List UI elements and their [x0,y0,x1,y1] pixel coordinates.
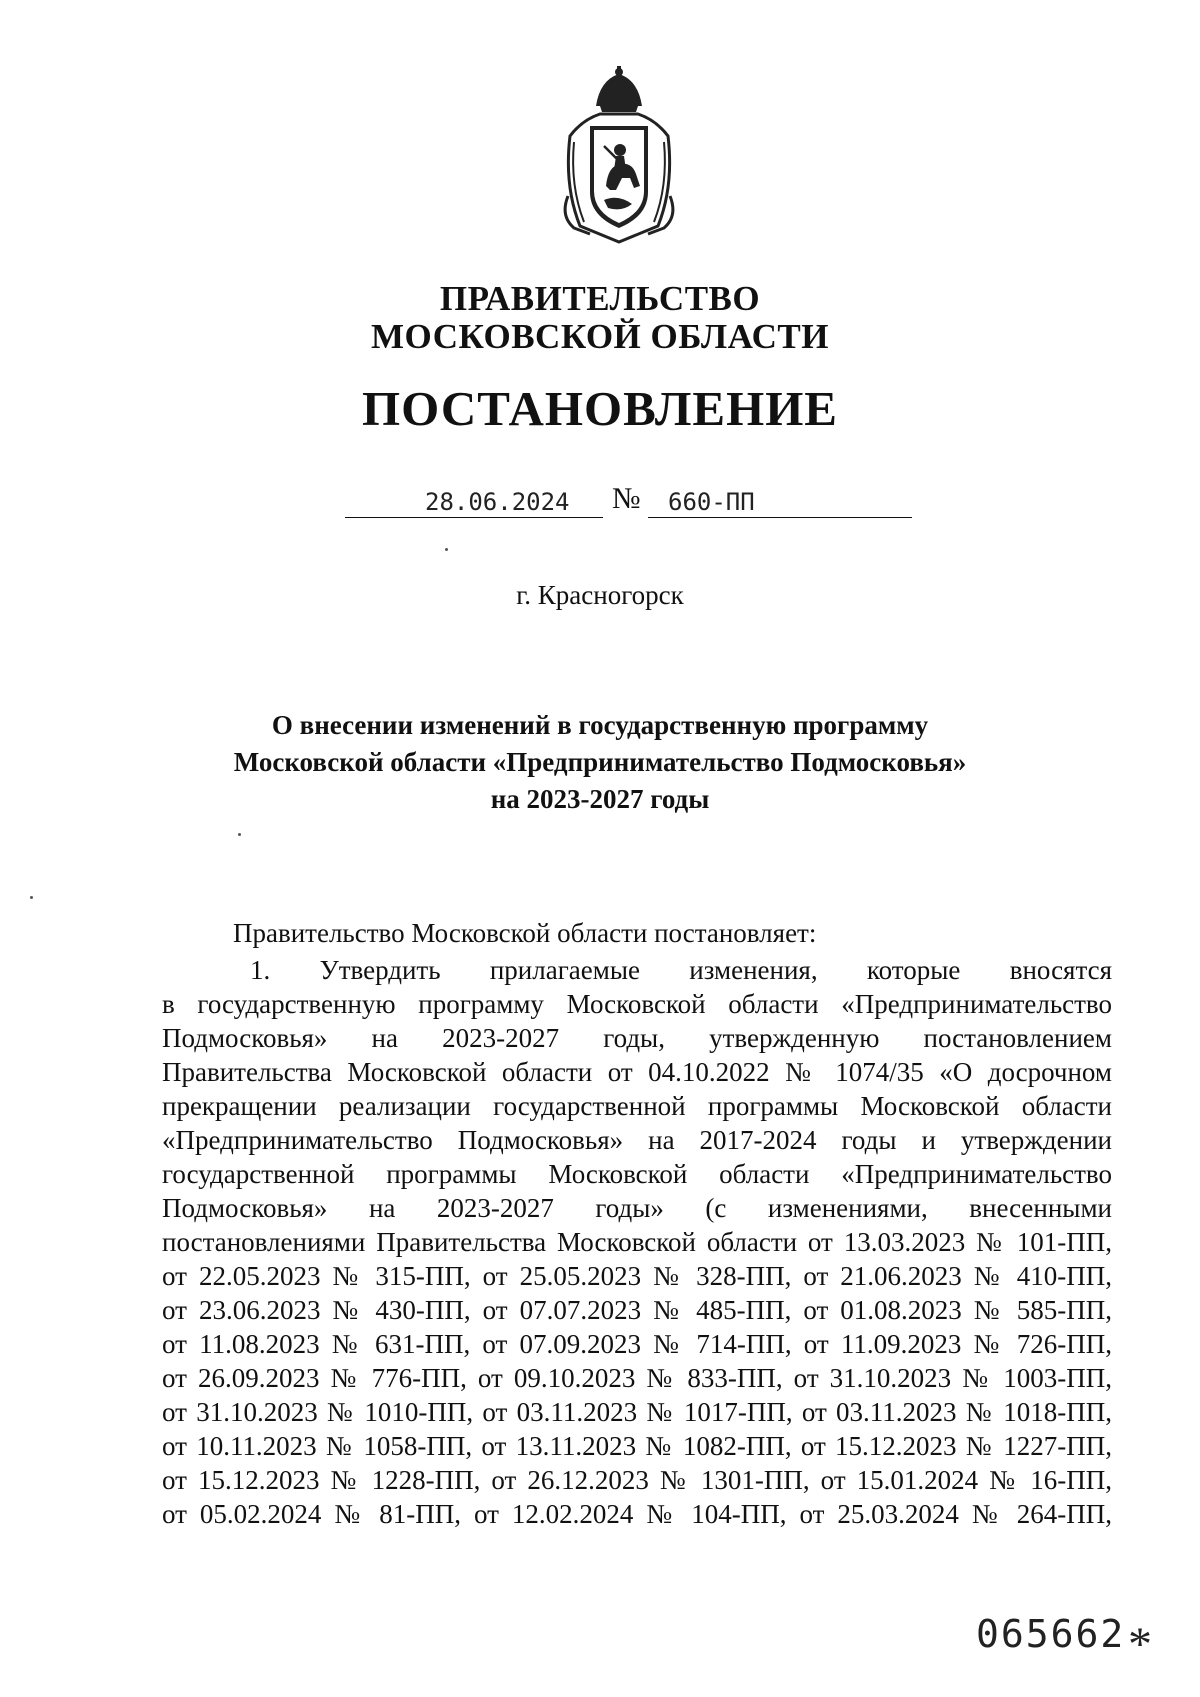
body-line: Правительства Московской области от 04.10.2022 № 1074/35 «О досрочном [162,1057,1112,1087]
body-line: в государственную программу Московской области «Предпринимательство [162,989,1112,1019]
document-serial-number: 065662 [976,1612,1126,1656]
city-of-issue: г. Красногорск [516,580,684,610]
body-paragraph [162,953,1112,1531]
body-line: Подмосковья» на 2023-2027 годы, утвержденную постановлением [162,1023,1112,1053]
body-line: от 10.11.2023 № 1058-ПП, от 13.11.2023 № 1082-ПП, от 15.12.2023 № 1227-ПП, [162,1431,1112,1461]
body-line: «Предпринимательство Подмосковья» на 2017-2024 годы и утверждении [162,1125,1112,1155]
body-line: прекращении реализации государственной программы Московской области [162,1091,1112,1121]
scan-speck [238,833,241,836]
number-sign: № [612,482,641,515]
body-line: государственной программы Московской области «Предпринимательство [162,1159,1112,1189]
organization-name-line-1: ПРАВИТЕЛЬСТВО [439,279,761,318]
organization-name-line-2: МОСКОВСКОЙ ОБЛАСТИ [371,317,829,356]
body-line: от 22.05.2023 № 315-ПП, от 25.05.2023 № 328-ПП, от 21.06.2023 № 410-ПП, [162,1261,1112,1291]
body-line: 1. Утвердить прилагаемые изменения, которые вносятся [250,955,1112,985]
scan-speck [30,896,33,899]
document-type-heading: ПОСТАНОВЛЕНИЕ [362,381,838,436]
document-number: 660-ПП [668,488,755,516]
document-title-line-2: Московской области «Предпринимательство Подмосковья» [233,747,967,777]
body-line: от 23.06.2023 № 430-ПП, от 07.07.2023 № 485-ПП, от 01.08.2023 № 585-ПП, [162,1295,1112,1325]
body-line: от 11.08.2023 № 631-ПП, от 07.09.2023 № 714-ПП, от 11.09.2023 № 726-ПП, [162,1329,1112,1359]
body-intro: Правительство Московской области постановляет: [233,918,817,948]
coat-of-arms-icon [560,66,678,248]
body-line: от 05.02.2024 № 81-ПП, от 12.02.2024 № 104-ПП, от 25.03.2024 № 264-ПП, [162,1499,1112,1529]
scan-speck [445,548,448,551]
asterisk-mark: * [1128,1618,1152,1671]
document-title-line-1: О внесении изменений в государственную программу [271,710,929,740]
body-line: от 15.12.2023 № 1228-ПП, от 26.12.2023 № 1301-ПП, от 15.01.2024 № 16-ПП, [162,1465,1112,1495]
body-line: Подмосковья» на 2023-2027 годы» (с изменениями, внесенными [162,1193,1112,1223]
body-line: от 31.10.2023 № 1010-ПП, от 03.11.2023 № 1017-ПП, от 03.11.2023 № 1018-ПП, [162,1397,1112,1427]
body-line: постановлениями Правительства Московской области от 13.03.2023 № 101-ПП, [162,1227,1112,1257]
document-date: 28.06.2024 [425,488,570,516]
body-line: от 26.09.2023 № 776-ПП, от 09.10.2023 № 833-ПП, от 31.10.2023 № 1003-ПП, [162,1363,1112,1393]
document-title-line-3: на 2023-2027 годы [490,784,710,814]
